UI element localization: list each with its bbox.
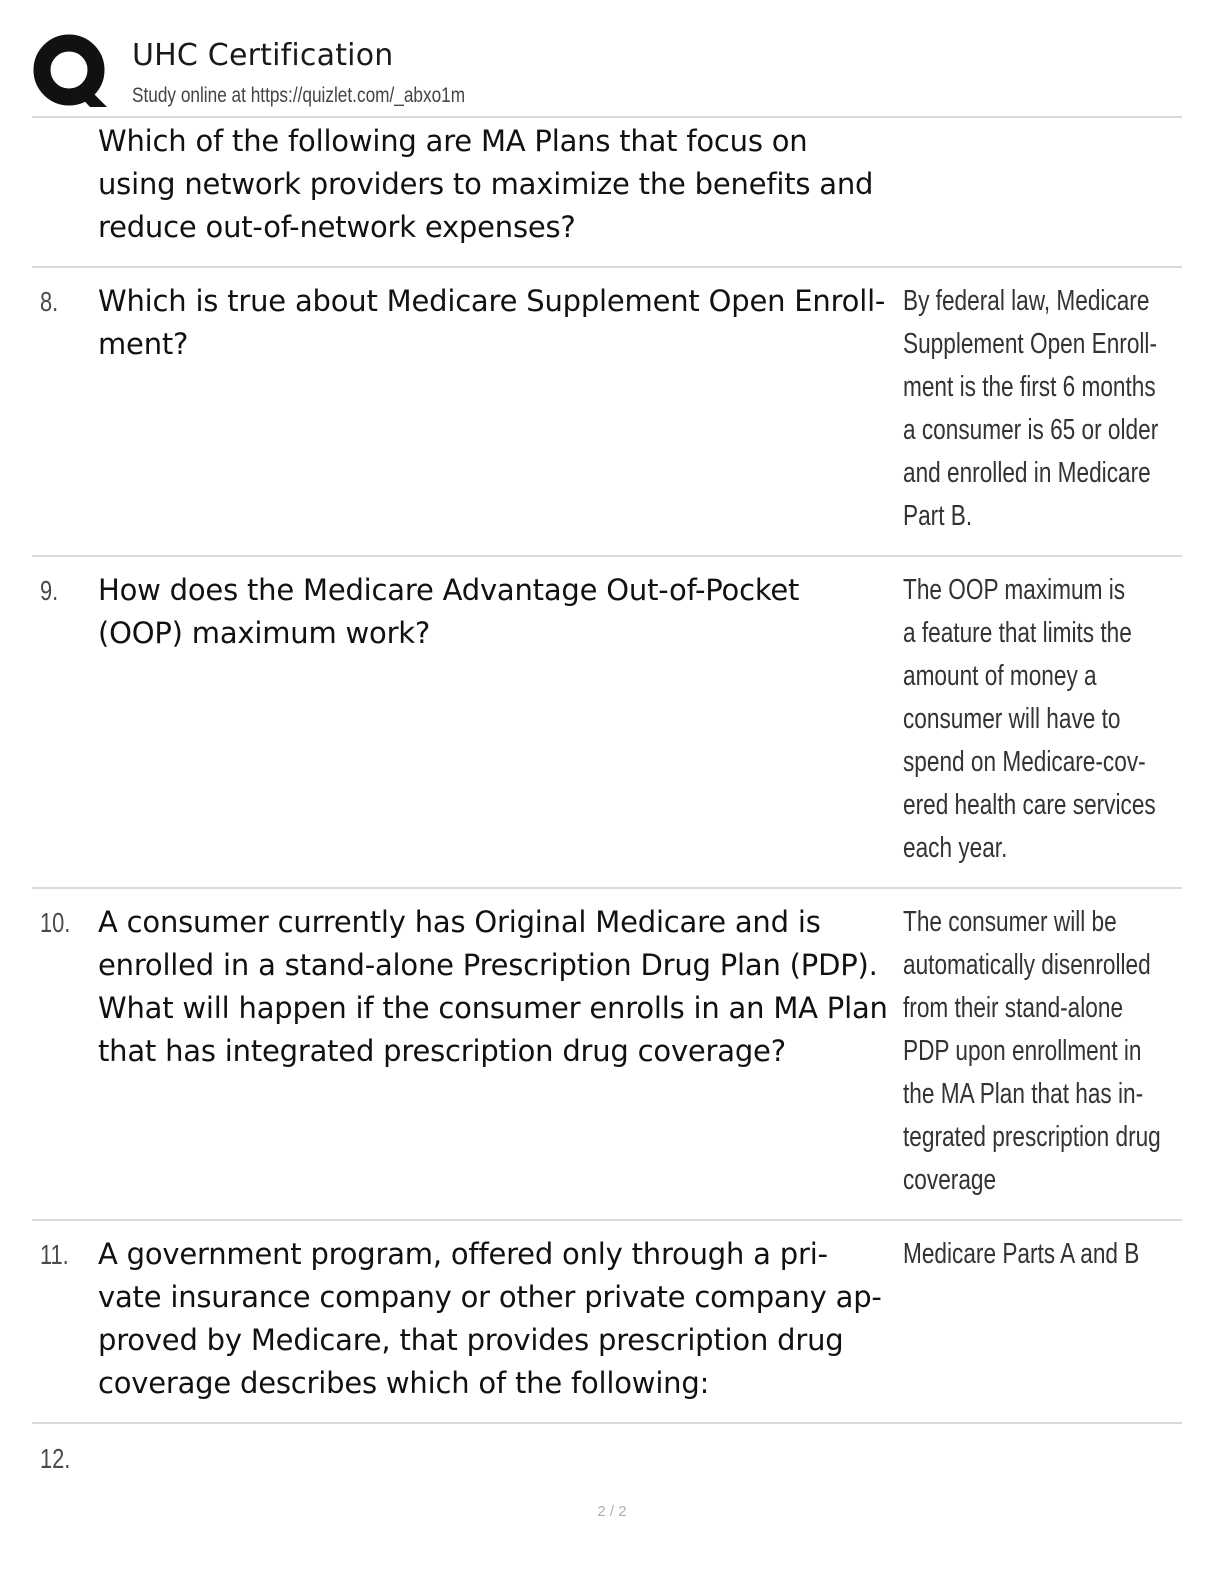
divider [32, 887, 1182, 889]
card-number: 11. [40, 1239, 69, 1270]
card-term: A consumer currently has Original Medicare and is enrolled in a stand-alone Prescription Drug Plan (PDP). What will happen if the consumer enrolls in an MA Plan that has integrated prescription drug coverage? [98, 905, 888, 1068]
card-number: 12. [40, 1443, 71, 1474]
card-number: 10. [40, 907, 71, 938]
card-definition: The OOP maximum is a feature that limits the amount of money a consumer will have to spend on Medicare-cov- ered health care services each year. [903, 574, 1156, 864]
card-number: 8. [40, 286, 59, 317]
card-term: How does the Medicare Advantage Out-of-Pocket (OOP) maximum work? [98, 573, 800, 650]
study-online-link[interactable]: Study online at https://quizlet.com/_abxo1m [132, 84, 466, 107]
card-term: A government program, offered only through a pri- vate insurance company or other private company ap- proved by Medicare, that provides prescription drug coverage describes which of the following: [98, 1237, 882, 1400]
divider [32, 555, 1182, 557]
quizlet-logo-icon [32, 34, 112, 110]
card-definition: Medicare Parts A and B [903, 1238, 1140, 1270]
card-definition: By federal law, Medicare Supplement Open Enroll- ment is the first 6 months a consumer is 65 or older and enrolled in Medicare Part B. [903, 285, 1159, 532]
divider [32, 266, 1182, 268]
card-definition: The consumer will be automatically disenrolled from their stand-alone PDP upon enrollment in the MA Plan that has in- tegrated prescription drug coverage [903, 906, 1161, 1196]
card-term: Which of the following are MA Plans that focus on using network providers to maximize the benefits and reduce out-of-network expenses? [98, 124, 874, 244]
divider [32, 1422, 1182, 1424]
card-number: 9. [40, 575, 59, 606]
page-number: 2 / 2 [597, 1503, 627, 1520]
page-header [32, 34, 1182, 118]
card-term: Which is true about Medicare Supplement Open Enroll- ment? [98, 284, 886, 361]
divider [32, 116, 1182, 118]
set-title: UHC Certification [132, 38, 394, 73]
divider [32, 1219, 1182, 1221]
